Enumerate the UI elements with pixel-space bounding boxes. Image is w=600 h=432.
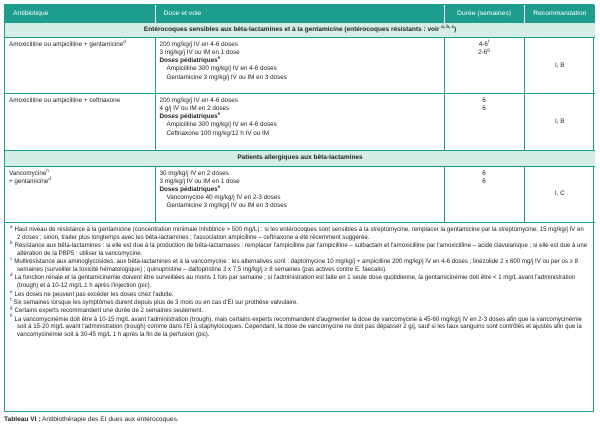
cell-antibiotique: Amoxicilline ou ampicilline + ceftriaxone [5, 94, 155, 151]
table-row [5, 38, 595, 94]
cell-duree: 6 6 [444, 166, 524, 222]
cell-dose: 200 mg/kg/j IV en 4-6 doses 3 mg/kg/j IV ou IM en 1 dose Doses pédiatriques$^e$ Ampicilline 300 mg/kg/j IV en 4-6 doses Gentamicine 3 mg/kg/j IV ou IM en 3 doses [155, 38, 444, 94]
header-antibiotique: Antibiotique [5, 5, 155, 23]
table-header-row [5, 5, 595, 23]
section-title: Patients allergiques aux bêta-lactamines [5, 151, 595, 166]
cell-dose: 30 mg/kg/j IV en 2 doses 3 mg/kg/j IV ou IM en 1 dose Doses pédiatriques$^e$ Vancomycine 40 mg/kg/j IV en 2-3 doses Gentamicine 3 mg/kg/j IV ou IM en 3 doses [155, 166, 444, 222]
footnote: $^e$ Les doses ne peuvent pas excéder les doses chez l'adulte. [10, 288, 174, 298]
header-dose: Dose et voie [155, 5, 444, 23]
table-frame [4, 4, 594, 412]
cell-duree: 4-6$^f$ 2-6$^g$ [444, 38, 524, 94]
section-row-allergiques [5, 151, 595, 166]
footnote: $^g$ Certains experts recommandent une durée de 2 semaines seulement. [10, 305, 204, 315]
dose-pediatric-label: Doses pédiatriques$^e$ [159, 55, 221, 65]
cell-dose: 200 mg/kg/j IV en 4-6 doses 4 g/j IV ou IM en 2 doses Doses pédiatriques$^e$ Ampicilline 300 mg/kg/j IV en 4-6 doses Ceftriaxone 100 mg/kg/12 h IV ou IM [155, 94, 444, 151]
dose-pediatric-label: Doses pédiatriques$^e$ [159, 111, 221, 121]
table-row [5, 94, 595, 151]
cell-duree: 6 6 [444, 94, 524, 151]
table-caption: Tableau VI : Antibiothérapie des EI dues aux entérocoques. [4, 416, 179, 423]
footnote: $^h$ La vancomycinémie doit être à 10-15 mg/L avant l'administration (trough), mais certains experts recommandent d'augmenter la dose de vancomycine à 45-60 mg/kg/j IV en 2-3 doses afin que la vancomycinémie soit à 15-20 mg/L avant l'administration (trough) comme dans l'EI à staphylocoques. Cependant, la dose de vancomycine ne doit pas dépasser 2 g/j, sauf si les taux sanguins sont contrôlés et ajustés afin que la vancomycinémie soit à 30-45 mg/L 1 h après la fin de la perfusion (pic). [10, 313, 582, 339]
cell-antibiotique: Vancomycine$^h$ + gentamicine$^d$ [5, 166, 155, 222]
footnotes [5, 223, 593, 340]
cell-recommandation: I, C [524, 166, 595, 222]
footnote: $^a$ Haut niveau de résistance à la gentamicine (concentration minimale inhibitrice > 500 mg/L) : si les entérocoques sont sensibles à la streptomycine, remplacer la gentamicine par la streptomycine, 15 mg/kg/j IV en 2 doses ; sinon, traiter plus longtemps avec les bêta-lactamines ; l'association ampicilline – ceftriaxone a été récemment suggérée. [10, 223, 584, 241]
cell-antibiotique: Amoxicilline ou ampicilline + gentamicine$^d$ [5, 38, 155, 94]
section-title: Entérocoques sensibles aux bêta-lactamines et à la gentamicine (entérocoques résistants : voir $^{a, b, c}$) [5, 23, 595, 38]
section-row-sensibles [5, 23, 595, 38]
header-recommandation: Recommandation [524, 5, 595, 23]
table-row [5, 166, 595, 222]
footnote: $^c$ Multirésistance aux aminoglycosides, aux bêta-lactamines et à la vancomycine : les alternatives sont : daptomycine 10 mg/kg/j + ampicilline 200 mg/kg/j IV en 4-6 doses ; linézolide 2 x 600 mg/j IV ou per os ≥ 8 semaines (surveiller la toxicité hématologique) ; quinupristine – dalfopristine 3 x 7,5 mg/kg/j ≥ 8 semaines (pas actives contre E. faecalis). [10, 256, 578, 274]
dose-pediatric-label: Doses pédiatriques$^e$ [159, 183, 221, 193]
footnote: $^b$ Résistance aux bêta-lactamines : si elle est due à la production de bêta-lactamases : remplacer l'ampicilline par l'ampicilline – sulbactam et l'amoxicilline par l'amoxicilline – acide clavulanique ; si elle est due à une altération de la PBP5 : utiliser la vancomycine. [10, 239, 588, 257]
footnote: $^f$ Six semaines lorsque les symptômes durent depuis plus de 3 mois ou en cas d'EI sur prothèse valvulaire. [10, 296, 298, 306]
cell-recommandation: I, B [524, 94, 595, 151]
cell-recommandation: I, B [524, 38, 595, 94]
antibiotherapy-table [5, 5, 595, 223]
footnote: $^d$ La fonction rénale et la gentamicinémie doivent être surveillées au moins 1 fois par semaine ; si l'administration est faite en 1 seule dose quotidienne, la gentamicinémie doit être < 1 mg/L avant l'administration (trough) et à 10-12 mg/L 1 h après l'injection (pic). [10, 272, 576, 290]
header-duree: Durée (semaines) [444, 5, 524, 23]
